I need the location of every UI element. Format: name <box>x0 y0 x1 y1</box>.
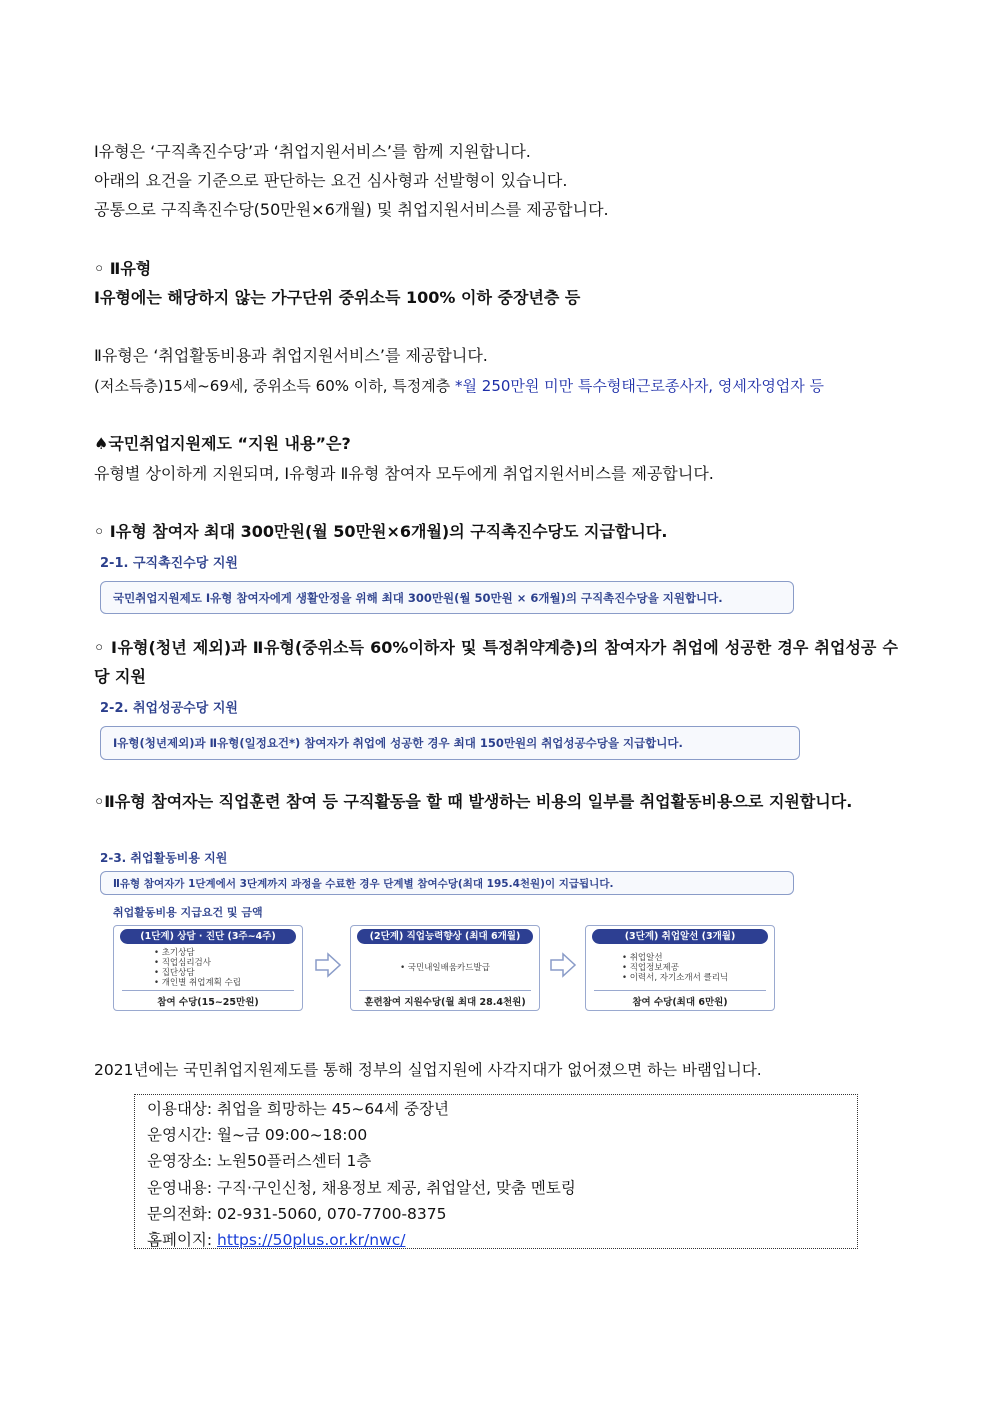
section1-box: 국민취업지원제도 Ⅰ유형 참여자에게 생활안정을 위해 최대 300만원(월 50만원 × 6개월)의 구직촉진수당을 지원합니다. <box>100 581 794 614</box>
stage-2-title: (2단계) 직업능력향상 (최대 6개월) <box>357 929 533 944</box>
stage-1-items <box>114 948 302 988</box>
stage-item: • 개인별 취업계획 수립 <box>154 978 242 988</box>
info-place: 운영장소: 노원50플러스센터 1층 <box>147 1152 372 1170</box>
stage-item: • 이력서, 자기소개서 클리닉 <box>622 973 729 983</box>
stages-subcaption: 취업활동비용 지급요건 및 금액 <box>113 906 263 919</box>
stage-item: • 국민내일배움카드발급 <box>400 963 490 973</box>
stage-3-items <box>586 948 774 988</box>
info-homepage <box>147 1228 405 1250</box>
intro-line-3: 공통으로 구직촉진수당(50만원×6개월) 및 취업지원서비스를 제공합니다. <box>94 200 609 219</box>
closing-text: 2021년에는 국민취업지원제도를 통해 정부의 실업지원에 사각지대가 없어졌으면 하는 바램입니다. <box>94 1061 762 1079</box>
intro-line-1: Ⅰ유형은 ‘구직촉진수당’과 ‘취업지원서비스’를 함께 지원합니다. <box>94 142 531 161</box>
section2-bullet: ◦ Ⅰ유형(청년 제외)과 Ⅱ유형(중위소득 60%이하자 및 특정취약계층)의 참여자가 취업에 성공한 경우 취업성공 수당 지원 <box>94 638 898 686</box>
stage-divider <box>594 990 766 991</box>
support-heading: ♠국민취업지원제도 “지원 내용”은? <box>94 434 351 453</box>
stage-item: • 직업심리검사 <box>154 958 211 968</box>
intro-line-2: 아래의 요건을 기준으로 판단하는 요건 심사형과 선발형이 있습니다. <box>94 171 568 190</box>
homepage-link[interactable]: https://50plus.or.kr/nwc/ <box>217 1231 406 1249</box>
stage-3-card <box>585 925 775 1011</box>
info-phone: 문의전화: 02-931-5060, 070-7700-8375 <box>147 1205 447 1223</box>
stage-item: • 직업정보제공 <box>622 963 679 973</box>
stage-1-card <box>113 925 303 1011</box>
arrow-right-icon <box>315 952 341 978</box>
info-box <box>134 1094 858 1249</box>
section3-caption: 2-3. 취업활동비용 지원 <box>100 851 228 865</box>
stage-divider <box>359 990 531 991</box>
type2-desc: Ⅱ유형은 ‘취업활동비용과 취업지원서비스’를 제공합니다. <box>94 346 488 365</box>
type2-target: Ⅰ유형에는 해당하지 않는 가구단위 중위소득 100% 이하 중장년층 등 <box>94 288 581 307</box>
eligibility-text: (저소득층)15세~69세, 중위소득 60% 이하, 특정계층 <box>94 377 456 395</box>
stage-divider <box>122 990 294 991</box>
homepage-label: 홈페이지: <box>147 1231 218 1249</box>
stage-1-title: (1단계) 상담 · 진단 (3주~4주) <box>120 929 296 944</box>
stage-2-footer: 훈련참여 지원수당(월 최대 28.4천원) <box>364 997 526 1008</box>
stage-item: • 집단상담 <box>154 968 195 978</box>
section3-box: Ⅱ유형 참여자가 1단계에서 3단계까지 과정을 수료한 경우 단계별 참여수당(최대 195.4천원)이 지급됩니다. <box>100 871 794 895</box>
info-target: 이용대상: 취업을 희망하는 45~64세 중장년 <box>147 1100 449 1118</box>
section3-bullet: ◦Ⅱ유형 참여자는 직업훈련 참여 등 구직활동을 할 때 발생하는 비용의 일부를 취업활동비용으로 지원합니다. <box>94 792 853 811</box>
info-content: 운영내용: 구직·구인신청, 채용정보 제공, 취업알선, 맞춤 멘토링 <box>147 1179 576 1197</box>
stage-3-title: (3단계) 취업알선 (3개월) <box>592 929 768 944</box>
eligibility-note: *월 250만원 미만 특수형태근로종사자, 영세자영업자 등 <box>455 377 825 395</box>
section1-bullet: ◦ Ⅰ유형 참여자 최대 300만원(월 50만원×6개월)의 구직촉진수당도 지급합니다. <box>94 522 668 541</box>
stage-item: • 초기상담 <box>154 948 195 958</box>
stage-2-card <box>350 925 540 1011</box>
stage-3-footer: 참여 수당(최대 6만원) <box>632 997 728 1008</box>
stage-item: • 취업알선 <box>622 953 663 963</box>
section2-box: Ⅰ유형(청년제외)과 Ⅱ유형(일정요건*) 참여자가 취업에 성공한 경우 최대 150만원의 취업성공수당을 지급합니다. <box>100 726 800 760</box>
arrow-right-icon <box>550 952 576 978</box>
section1-caption: 2-1. 구직촉진수당 지원 <box>100 556 238 571</box>
stage-2-items <box>351 948 539 988</box>
info-hours: 운영시간: 월~금 09:00~18:00 <box>147 1126 368 1144</box>
section2-caption: 2-2. 취업성공수당 지원 <box>100 701 238 716</box>
type2-eligibility <box>94 376 824 396</box>
stage-1-footer: 참여 수당(15~25만원) <box>157 997 259 1008</box>
type2-heading: ◦ Ⅱ유형 <box>94 259 152 278</box>
support-desc: 유형별 상이하게 지원되며, Ⅰ유형과 Ⅱ유형 참여자 모두에게 취업지원서비스를 제공합니다. <box>94 464 714 483</box>
